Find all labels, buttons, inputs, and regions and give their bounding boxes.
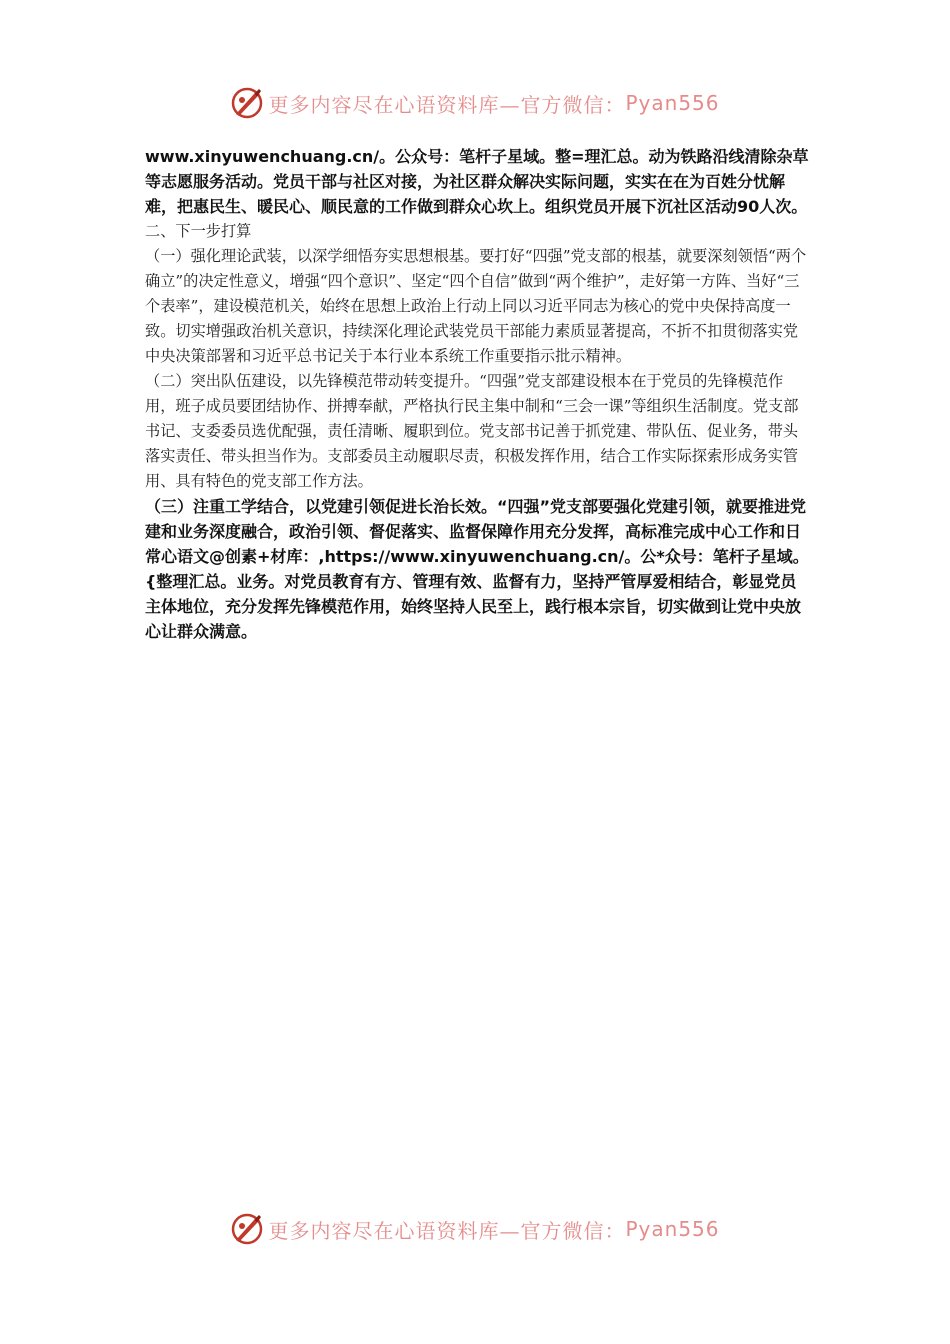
section-heading-next-steps: 二、下一步打算 xyxy=(145,222,252,240)
paragraph-volunteer-activities: www.xinyuwenchuang.cn/。公众号：笔杆子星域。整=理汇总。动为铁路沿线清除杂草等志愿服务活动。党员干部与社区对接，为社区群众解决实际问题，实实在在为百姓分忧解难，把惠民生、暖民心、顺民意的工作做到群众心坎上。组织党员开展下沉社区活动90人次。 xyxy=(145,147,809,216)
banner-wechat-id: Pyan556 xyxy=(625,1217,720,1241)
banner-wechat-id: Pyan556 xyxy=(625,91,720,115)
paragraph-work-study: （三）注重工学结合，以党建引领促进长治长效。“四强”党支部要强化党建引领，就要推进党建和业务深度融合，政治引领、督促落实、监督保障作用充分发挥，高标准完成中心工作和日常心语文@创素+材库：,https://www.xinyuwenchuang.cn/。公*众号：笔杆子星域。{整理汇总。业务。对党员教育有方、管理有效、监督有力，坚持严管厚爱相结合，彰显党员主体地位，充分发挥先锋模范作用，始终坚持人民至上，践行根本宗旨，切实做到让党中央放心让群众满意。 xyxy=(145,497,809,641)
pen-logo-icon xyxy=(230,1212,264,1246)
document-body xyxy=(145,144,810,644)
paragraph-theory: （一）强化理论武装，以深学细悟夯实思想根基。要打好“四强”党支部的根基，就要深刻领悟“两个确立”的决定性意义，增强“四个意识”、坚定“四个自信”做到“两个维护”，走好第一方阵、当好“三个表率”，建设模范机关，始终在思想上政治上行动上同以习近平同志为核心的党中央保持高度一致。切实增强政治机关意识，持续深化理论武装党员干部能力素质显著提高，不折不扣贯彻落实党中央决策部署和习近平总书记关于本行业本系统工作重要指示批示精神。 xyxy=(145,247,807,365)
banner-text: 更多内容尽在心语资料库—官方微信： xyxy=(268,92,626,117)
paragraph-team-building: （二）突出队伍建设，以先锋模范带动转变提升。“四强”党支部建设根本在于党员的先锋模范作用，班子成员要团结协作、拼搏奉献，严格执行民主集中制和“三会一课”等组织生活制度。党支部书记、支委委员选优配强，责任清晰、履职到位。党支部书记善于抓党建、带队伍、促业务，带头落实责任、带头担当作为。支部委员主动履职尽责，积极发挥作用，结合工作实际探索形成务实管用、具有特色的党支部工作方法。 xyxy=(145,372,799,490)
footer-banner xyxy=(0,1209,950,1249)
pen-logo-icon xyxy=(230,86,264,120)
header-banner xyxy=(0,83,950,123)
banner-text: 更多内容尽在心语资料库—官方微信： xyxy=(268,1218,626,1243)
